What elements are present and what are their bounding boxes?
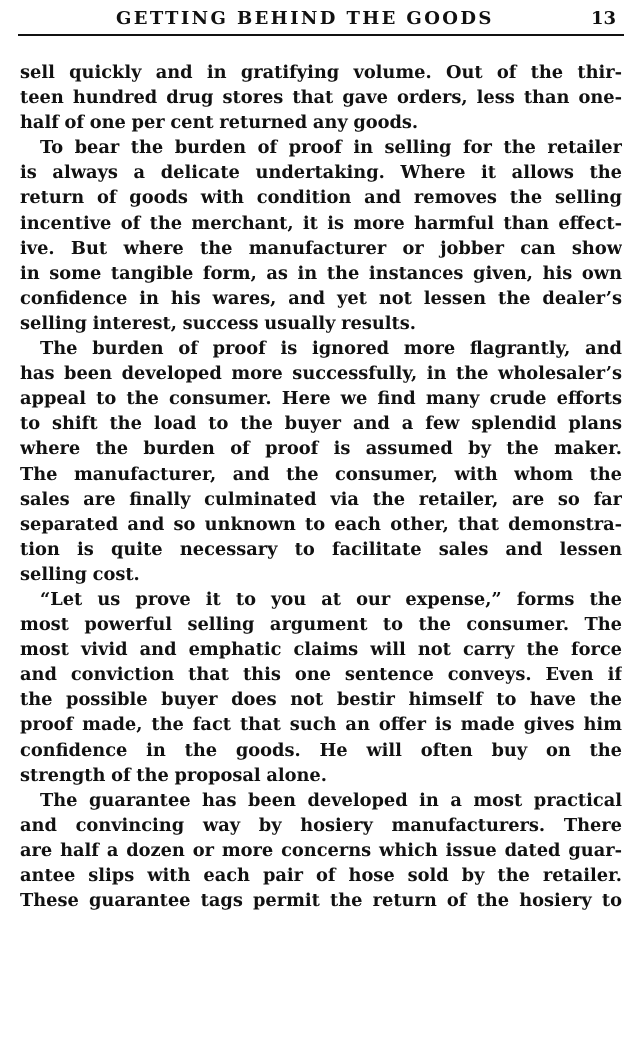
text-line: These guarantee tags permit the return of the hosiery to	[20, 890, 622, 912]
page-header	[18, 6, 624, 36]
text-line: are half a dozen or more concerns which issue dated guar-	[20, 839, 622, 861]
page-number: 13	[590, 8, 616, 29]
text-line: most vivid and emphatic claims will not carry the force	[20, 639, 622, 661]
text-line: “Let us prove it to you at our expense,” forms the	[40, 588, 622, 610]
text-line: and convincing way by hosiery manufacturers. There	[20, 814, 622, 836]
text-line: is always a delicate undertaking. Where it allows the	[20, 162, 622, 184]
text-line: selling interest, success usually results.	[20, 312, 416, 334]
text-line: teen hundred drug stores that gave orders, less than one-	[20, 87, 622, 109]
text-line: half of one per cent returned any goods.	[20, 112, 419, 134]
text-line: tion is quite necessary to facilitate sales and lessen	[20, 538, 622, 560]
text-line: where the burden of proof is assumed by the maker.	[20, 438, 622, 460]
text-line: appeal to the consumer. Here we find many crude efforts	[20, 388, 622, 410]
text-line: incentive of the merchant, it is more harmful than effect-	[20, 212, 622, 234]
text-line: most powerful selling argument to the consumer. The	[20, 614, 622, 636]
text-line: separated and so unknown to each other, that demonstra-	[20, 513, 622, 535]
text-line: in some tangible form, as in the instances given, his own	[20, 262, 622, 284]
text-line: ive. But where the manufacturer or jobber can show	[20, 237, 622, 259]
text-line: The guarantee has been developed in a most practical	[40, 789, 622, 811]
text-line: sales are finally culminated via the retailer, are so far	[20, 488, 622, 510]
text-line: selling cost.	[20, 563, 140, 585]
text-line: sell quickly and in gratifying volume. Out of the thir-	[20, 62, 622, 83]
text-line: has been developed more successfully, in the wholesaler’s	[20, 363, 622, 385]
text-line: antee slips with each pair of hose sold by the retailer.	[20, 865, 622, 886]
text-line: proof made, the fact that such an offer is made gives him	[20, 714, 622, 736]
text-line: and conviction that this one sentence conveys. Even if	[20, 664, 622, 686]
text-line: To bear the burden of proof in selling for the retailer	[40, 137, 622, 159]
text-line: The burden of proof is ignored more flagrantly, and	[40, 338, 622, 360]
text-line: the possible buyer does not bestir himself to have the	[20, 689, 622, 711]
body-text	[20, 60, 622, 913]
text-line: confidence in his wares, and yet not lessen the dealer’s	[20, 287, 622, 309]
text-line: return of goods with condition and removes the selling	[20, 187, 622, 209]
text-line: to shift the load to the buyer and a few splendid plans	[20, 413, 622, 435]
text-line: strength of the proposal alone.	[20, 764, 327, 786]
running-head: GETTING BEHIND THE GOODS	[116, 8, 494, 29]
text-line: confidence in the goods. He will often buy on the	[20, 739, 622, 761]
text-line: The manufacturer, and the consumer, with whom the	[20, 463, 622, 485]
